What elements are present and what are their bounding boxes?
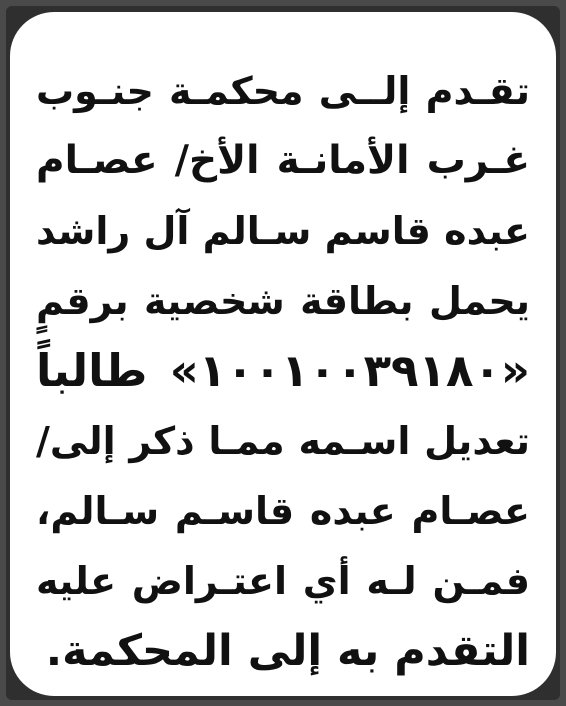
notice-line: التقدم به إلى المحكمة.: [45, 626, 530, 676]
notice-line: تعديل اسـمه ممـا ذكر إلى/: [36, 419, 530, 463]
notice-line: يحمل بطاقة شخصية برقمٍ: [36, 279, 530, 323]
notice-line: غـرب الأمانـة الأخ/ عصـام: [36, 138, 530, 183]
notice-line: تقـدم إلــى محكمـة جنـوب: [36, 69, 530, 113]
notice-line: عبده قاسم سـالم آل راشد: [36, 209, 530, 253]
court-notice-card: [10, 12, 556, 696]
notice-line: عصـام عبده قاسـم سـالم،: [36, 489, 530, 533]
notice-line: «١٠٠١٠٠٣٩١٨٠» طالباً: [36, 344, 530, 397]
notice-body: [36, 56, 530, 686]
notice-line: فمـن لـه أي اعتـراض عليه: [36, 559, 530, 603]
